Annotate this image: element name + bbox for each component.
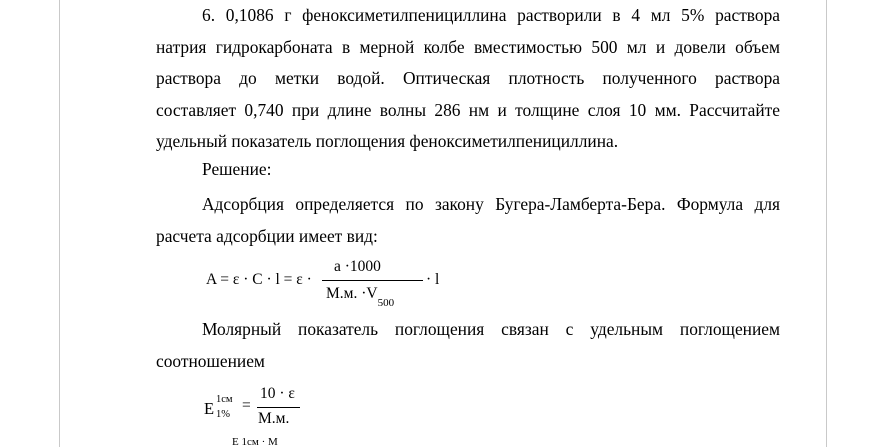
formula-rhs: · l — [426, 271, 440, 288]
problem-line: удельный показатель поглощения феноксиметилпенициллина. — [156, 131, 619, 151]
cut-off-formula-line: E 1см · М — [232, 436, 278, 448]
beer-lambert-formula — [206, 258, 446, 308]
paragraph-line: соотношением — [156, 350, 265, 371]
molar-paragraph — [156, 314, 780, 377]
problem-line: составляет 0,740 при длине волны 286 нм и толщине слоя 10 мм. Рассчитайте — [156, 99, 780, 120]
fraction-bar — [322, 280, 423, 281]
paragraph-line: Молярный показатель поглощения связан с удельным поглощением — [202, 319, 780, 339]
formula-denominator: М.м. — [258, 410, 290, 427]
fraction-bar — [257, 407, 300, 408]
paragraph-line: Адсорбция определяется по закону Бугера-Ламберта-Бера. Формула для — [202, 194, 780, 214]
formula-numerator: a ·1000 — [334, 258, 381, 275]
problem-line: раствора до метки водой. Оптическая плотность полученного раствора — [156, 68, 780, 88]
formula-numerator: 10 · ε — [260, 385, 295, 402]
specific-absorbance-formula — [202, 383, 322, 433]
problem-paragraph — [156, 0, 780, 158]
formula-superscript: 1см — [216, 394, 233, 405]
denominator-subscript: 500 — [377, 297, 395, 310]
problem-line: натрия гидрокарбоната в мерной колбе вместимостью 500 мл и довели объем — [156, 36, 780, 57]
formula-lhs: A = ε · C · l = ε · — [206, 271, 312, 288]
formula-subscript: 1% — [216, 409, 230, 420]
formula-denominator — [326, 285, 395, 310]
formula-symbol: E — [204, 399, 215, 418]
absorption-paragraph — [156, 189, 780, 252]
page-margin-line-left — [59, 0, 60, 447]
page-margin-line-right — [826, 0, 827, 447]
formula-equals: = — [242, 397, 251, 414]
paragraph-line: расчета адсорбции имеет вид: — [156, 225, 378, 246]
problem-line: 6. 0,1086 г феноксиметилпенициллина растворили в 4 мл 5% раствора — [202, 5, 780, 25]
denominator-main: М.м. ·V — [326, 285, 378, 302]
solution-heading: Решение: — [202, 159, 272, 179]
